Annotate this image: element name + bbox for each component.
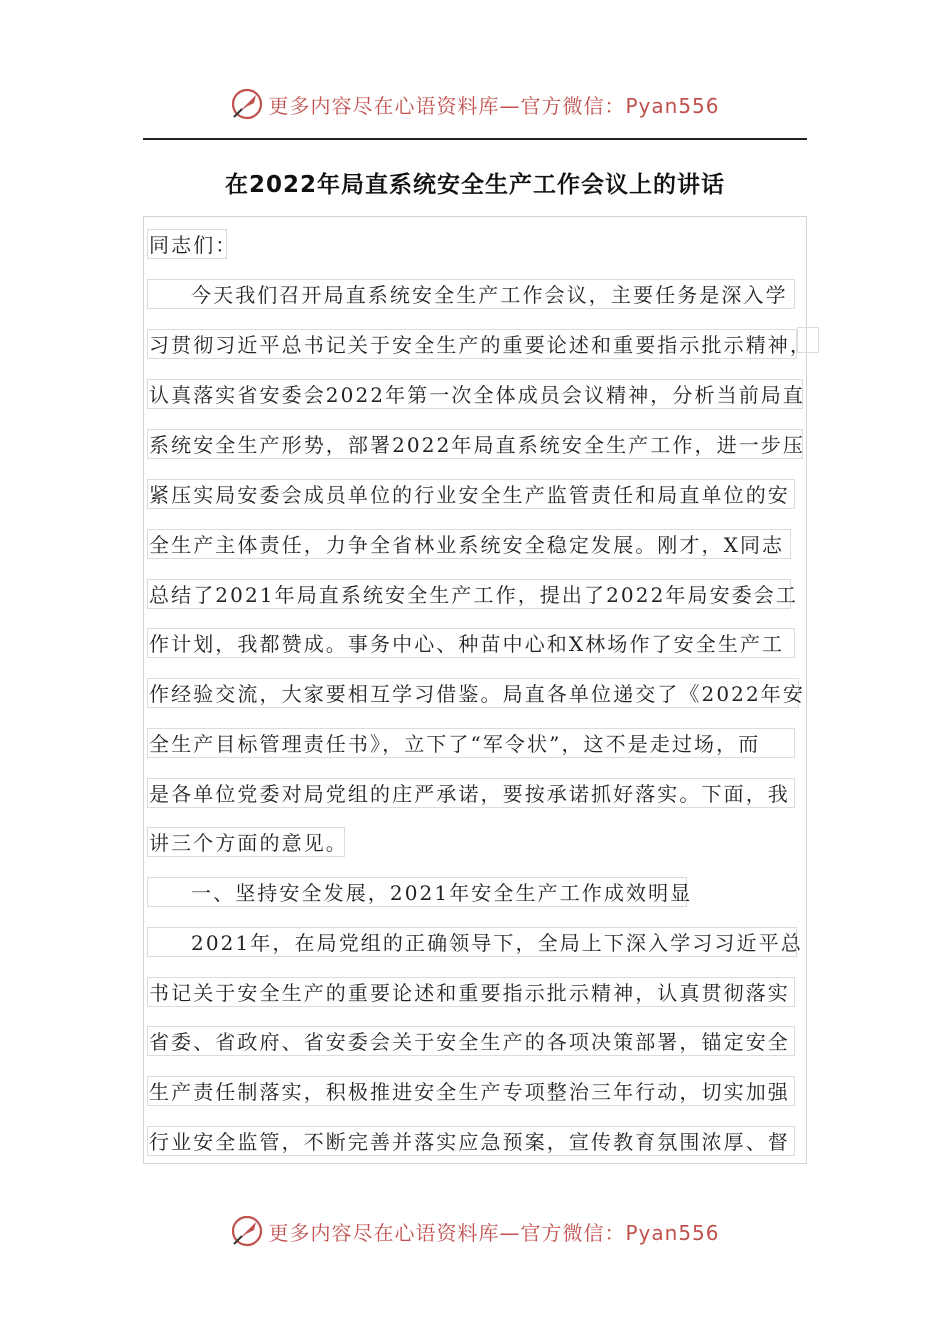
text-line: 今天我们召开局直系统安全生产工作会议，主要任务是深入学 bbox=[147, 279, 795, 309]
banner-text bbox=[268, 1217, 719, 1246]
text-line: 紧压实局安委会成员单位的行业安全生产监管责任和局直单位的安 bbox=[147, 479, 795, 509]
text-line: 系统安全生产形势，部署2022年局直系统安全生产工作，进一步压 bbox=[147, 429, 803, 459]
quill-logo-icon bbox=[230, 87, 264, 121]
document-title: 在2022年局直系统安全生产工作会议上的讲话 bbox=[224, 172, 725, 198]
text-line: 行业安全监管，不断完善并落实应急预案，宣传教育氛围浓厚、督 bbox=[147, 1126, 795, 1156]
banner-dash: — bbox=[499, 93, 521, 118]
text-line: 全生产主体责任，力争全省林业系统安全稳定发展。刚才，X同志 bbox=[147, 529, 791, 559]
text-line: 2021年，在局党组的正确领导下，全局上下深入学习习近平总 bbox=[147, 927, 797, 957]
text-line: 认真落实省安委会2022年第一次全体成员会议精神，分析当前局直 bbox=[147, 379, 803, 409]
header-divider bbox=[143, 138, 807, 140]
banner-contact-id: Pyan556 bbox=[625, 1220, 720, 1245]
banner-contact-id: Pyan556 bbox=[625, 93, 720, 118]
text-line: 生产责任制落实，积极推进安全生产专项整治三年行动，切实加强 bbox=[147, 1076, 795, 1106]
text-line: 省委、省政府、省安委会关于安全生产的各项决策部署，锚定安全 bbox=[147, 1026, 795, 1056]
text-line: 作计划，我都赞成。事务中心、种苗中心和X林场作了安全生产工 bbox=[147, 628, 795, 658]
banner-title: 更多内容尽在心语资料库 bbox=[268, 1220, 500, 1245]
text-line: 讲三个方面的意见。 bbox=[147, 827, 345, 857]
banner-title: 更多内容尽在心语资料库 bbox=[268, 93, 500, 118]
empty-text-box bbox=[797, 327, 819, 353]
banner-contact-label: 官方微信： bbox=[520, 93, 626, 118]
banner-contact-label: 官方微信： bbox=[520, 1220, 626, 1245]
text-line: 同志们： bbox=[147, 229, 227, 259]
text-line: 总结了2021年局直系统安全生产工作，提出了2022年局安委会工 bbox=[147, 579, 791, 609]
banner-dash: — bbox=[499, 1220, 521, 1245]
section-heading: 一、坚持安全发展，2021年安全生产工作成效明显 bbox=[147, 877, 687, 907]
text-line: 习贯彻习近平总书记关于安全生产的重要论述和重要指示批示精神， bbox=[147, 329, 797, 359]
quill-logo-icon bbox=[230, 1214, 264, 1248]
text-line: 作经验交流，大家要相互学习借鉴。局直各单位递交了《2022年安 bbox=[147, 678, 799, 708]
footer-banner bbox=[0, 1211, 950, 1251]
text-line: 书记关于安全生产的重要论述和重要指示批示精神，认真贯彻落实 bbox=[147, 977, 795, 1007]
header-banner bbox=[0, 84, 950, 124]
text-line: 是各单位党委对局党组的庄严承诺，要按承诺抓好落实。下面，我 bbox=[147, 778, 795, 808]
banner-text bbox=[268, 90, 719, 119]
text-line: 全生产目标管理责任书》，立下了“军令状”，这不是走过场，而 bbox=[147, 728, 795, 758]
